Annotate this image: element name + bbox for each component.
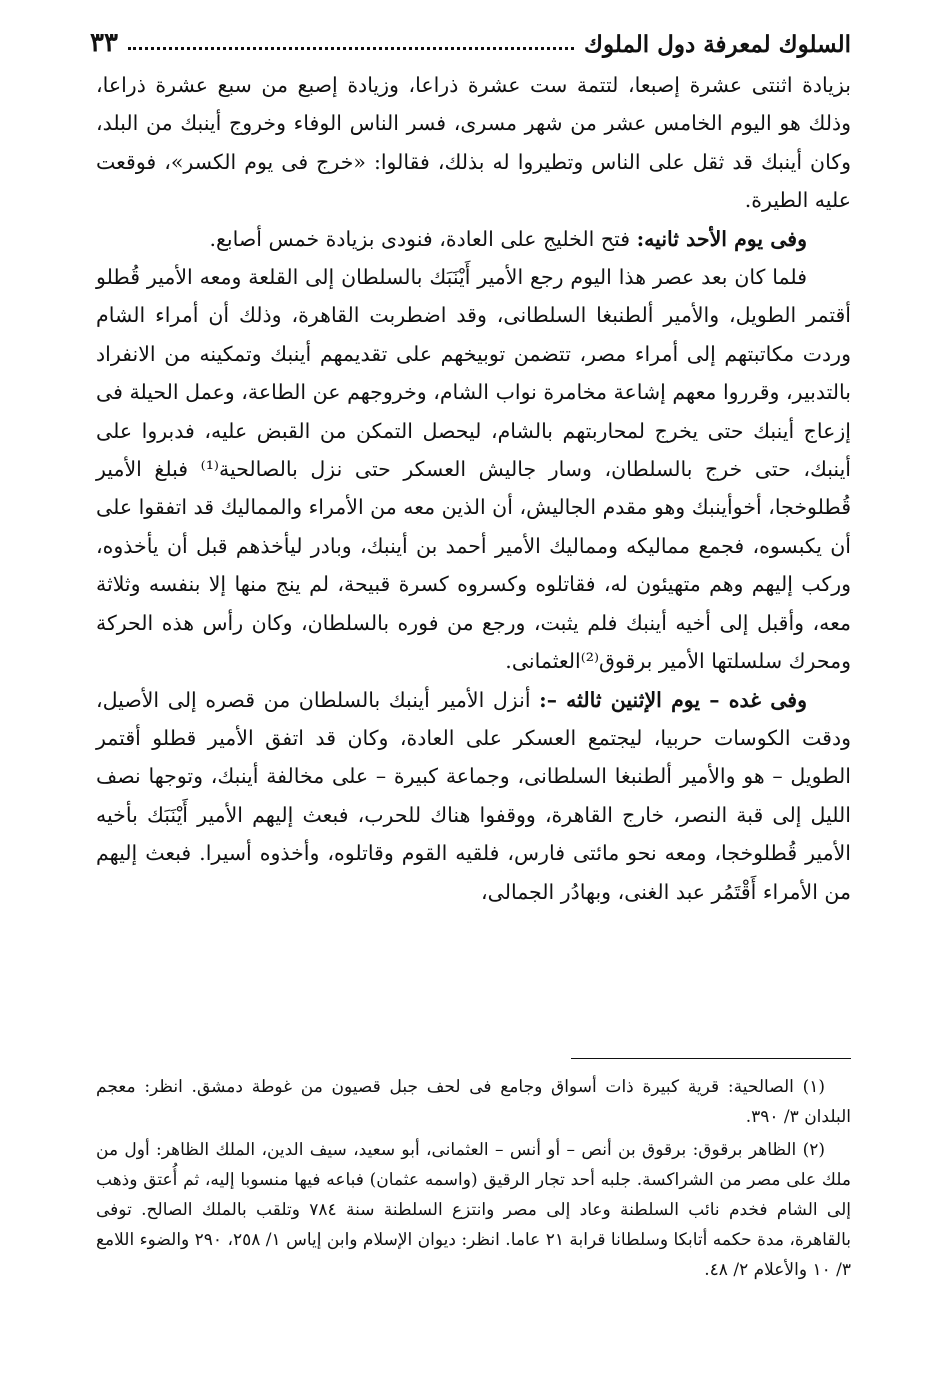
paragraph-text: فتح الخليج على العادة، فنودى بزيادة خمس أصابع.	[209, 226, 637, 251]
main-text	[96, 66, 851, 911]
paragraph-text: بزيادة اثنتى عشرة إصبعا، لتتمة ست عشرة ذراعا، وزيادة إصبع من سبع عشرة ذراعا، وذلك هو اليوم الخامس عشر من شهر مسرى، فسر الناس الوفاء وخروج أينبك من البلد، وكان أينبك قد ثقل على الناس وتطيروا له بذلك، فقالوا: «خرج فى يوم الكسر»، فوقعت عليه الطيرة.	[96, 73, 851, 213]
page-number: ٣٣	[90, 28, 118, 58]
footnotes	[96, 1072, 851, 1288]
footnote-1: (١) الصالحية: قرية كبيرة ذات أسواق وجامع فى لحف جبل قصيون من غوطة دمشق. انظر: معجم البلدان ٣/ ٣٩٠.	[96, 1077, 851, 1127]
paragraph-lead: وفى يوم الأحد ثانيه:	[636, 226, 807, 251]
running-header	[90, 22, 851, 58]
header-title: السلوك لمعرفة دول الملوك	[583, 31, 851, 58]
paragraph-text: أنزل الأمير أينبك بالسلطان من قصره إلى الأصيل، ودقت الكوسات حربيا، ليجتمع العسكر على العادة، وكان قد اتفق الأمير قطلو أقتمر الطويل – هو والأمير ألطنبغا السلطانى، وجماعة كبيرة – على مخالفة أينبك، وتوجها نصف الليل إلى قبة النصر، خارج القاهرة، ووقفوا هناك للحرب، فبعث إليهم الأمير أَيْنَبَك بأخيه الأمير قُطلوخجا، ومعه نحو مائتى فارس، فلقيه القوم وقاتلوه، وأخذوه أسيرا. فبعث إليهم من الأمراء أَقْتَمُر عبد الغنى، وبهادُر الجمالى،	[96, 687, 851, 904]
paragraph-3	[96, 258, 851, 680]
paragraph-1	[96, 66, 851, 220]
footnote-separator	[571, 1058, 851, 1059]
paragraph-4	[96, 681, 851, 911]
header-dotted-leader	[128, 46, 574, 50]
paragraph-text: فلما كان بعد عصر هذا اليوم رجع الأمير أَيْنَبَك بالسلطان إلى القلعة ومعه الأمير قُطلو أقتمر الطويل، والأمير ألطنبغا السلطانى، وقد اضطربت القاهرة، وذلك أن أمراء الشام وردت مكاتبتهم إلى أمراء مصر، تتضمن توبيخهم على تقديمهم أينبك وتمكينه من الانفراد بالتدبير، وقرروا معهم إشاعة مخامرة نواب الشام، وخروجهم عن الطاعة، وعمل الحيلة فى إزعاج أينبك حتى يخرج لمحاربتهم بالشام، ليحصل التمكن من القبض عليه، فدبروا على أينبك، حتى خرج بالسلطان، وسار جاليش العسكر حتى نزل بالصالحية⁽¹⁾ فبلغ الأمير قُطلوخجا، أخوأينبك وهو مقدم الجاليش، أن الذين معه من الأمراء والمماليك قد اتفقوا على أن يكبسوه، فجمع مماليكه ومماليك الأمير أحمد بن أينبك، وبادر ليأخذهم قبل أن يأخذوه، وركب إليهم وهم متهيئون له، فقاتلوه وكسروه كسرة قبيحة، لم ينج منها إلا بنفسه وثلاثة معه، وأقبل إلى أخيه أينبك فلم يثبت، ورجع من فوره بالسلطان، وكان رأس هذه الحركة ومحرك سلسلتها الأمير برقوق⁽²⁾العثمانى.	[95, 265, 851, 674]
paragraph-2	[96, 220, 851, 258]
footnote-2: (٢) الظاهر برقوق: برقوق بن أنص – أو أنس – العثمانى، أبو سعيد، سيف الدين، الملك الظاهر: أول من ملك على مصر من الشراكسة. جلبه أحد تجار الرقيق (واسمه عثمان) فباعه فيها منسوبا إليه، ثم أُعتق وذهب إلى الشام فخدم نائب السلطنة وعاد إلى مصر وانتزع السلطنة سنة ٧٨٤ وتلقب بالملك الصالح. توفى بالقاهرة، مدة حكمه أتابكا وسلطانا قرابة ٢١ عاما. انظر: ديوان الإسلام وابن إياس ١/ ٢٥٨، ٢٩٠ والضوء اللامع ٣/ ١٠ والأعلام ٢/ ٤٨.	[96, 1140, 852, 1280]
paragraph-lead: وفى غده – يوم الإثنين ثالثه –:	[539, 687, 807, 712]
